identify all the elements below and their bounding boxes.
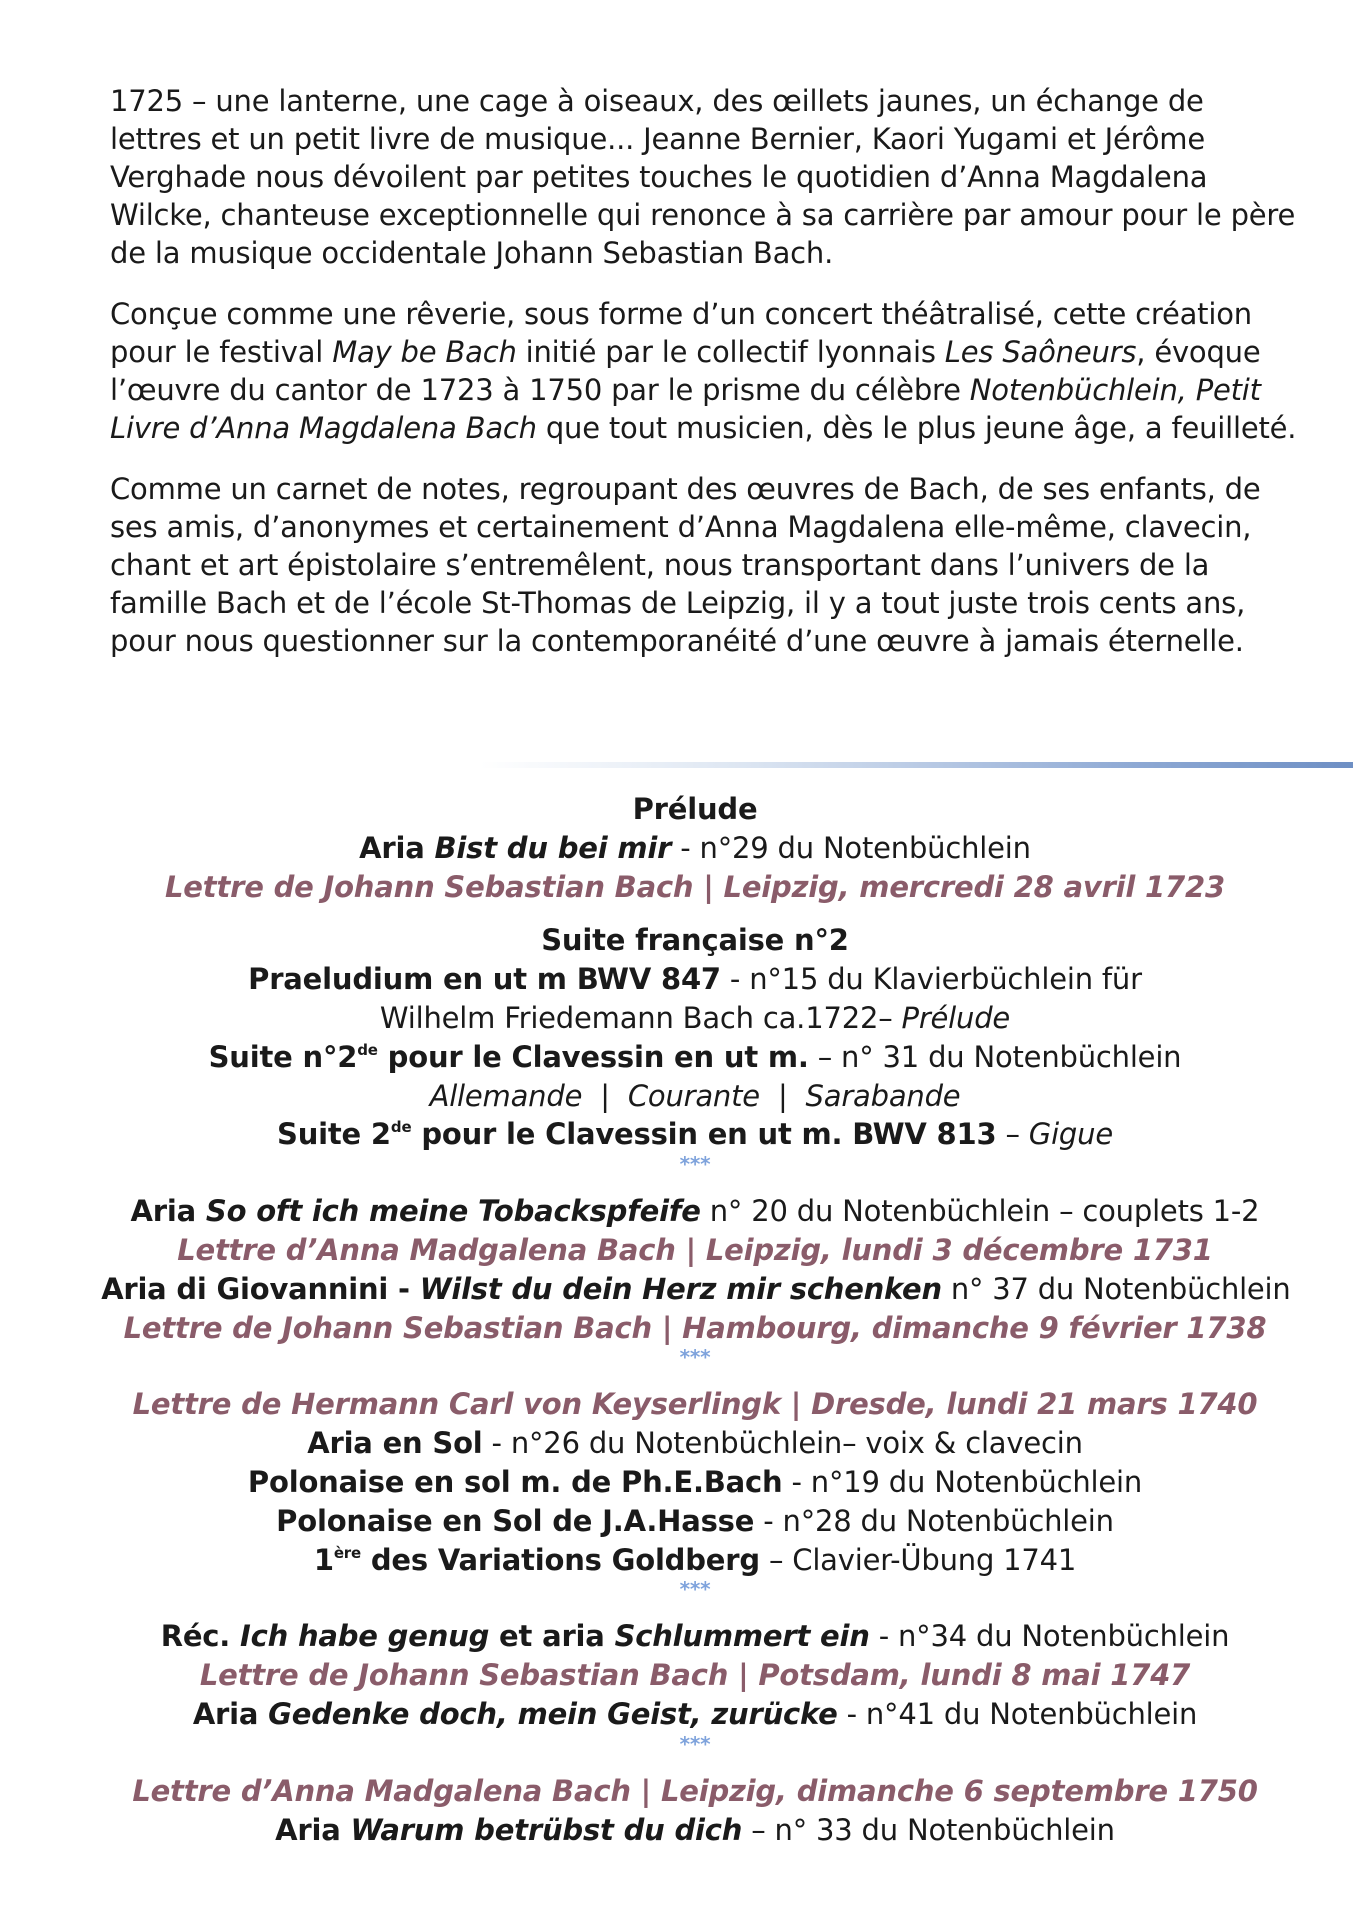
superscript: ère [333,1543,361,1562]
work-title: Gedenke doch, mein Geist, zurücke [268,1696,838,1731]
program-line [100,1192,1290,1231]
work-title-rest: pour le Clavessin en ut m. [377,1039,809,1074]
work-source: – n° 33 du Notenbüchlein [742,1812,1115,1847]
work-title: Aria en Sol [307,1426,483,1461]
intro-paragraph-1 [110,82,1300,272]
work-label: Aria [130,1194,206,1229]
program-line [100,1617,1290,1656]
work-connector: et aria [489,1619,615,1654]
work-title: Praeludium en ut m BWV 847 [248,962,721,997]
work-source: - n°19 du Notenbüchlein [782,1464,1143,1499]
collective-name: Les Saôneurs [944,335,1137,369]
work-source: - n°28 du Notenbüchlein [754,1503,1114,1538]
work-title: Suite 2 [277,1117,391,1152]
work-source: n° 20 du Notenbüchlein – couplets 1-2 [700,1194,1260,1229]
work-title: Suite n°2 [208,1039,358,1074]
program-line [100,1502,1290,1541]
suite-title: Suite française n°2 [541,923,849,958]
work-title: Bist du bei mir [434,830,672,865]
work-title: Warum betrübst du dich [350,1812,743,1847]
prelude-title: Prélude [632,792,758,826]
program-heading-prelude [100,790,1290,829]
festival-name: May be Bach [332,335,517,369]
program-line [100,1811,1290,1850]
work-label: Aria [359,830,435,865]
movement-name: Gigue [1028,1117,1113,1152]
work-source: - n°15 du Klavierbüchlein für [720,962,1142,997]
work-title: Ich habe genug [240,1619,490,1654]
work-label: Réc. [160,1619,241,1654]
work-source: - n°26 du Notenbüchlein– voix & clavecin [482,1426,1083,1461]
superscript: de [357,1040,378,1059]
work-source: – Clavier-Übung 1741 [759,1542,1077,1577]
intro-p2-text-e: , évoque l’œuvre du cantor de 1723 à 1750 par le prisme du célèbre [110,335,1261,407]
work-title: Wilst du dein Herz mir schenken [419,1271,942,1306]
program-letter: Lettre de Hermann Carl von Keyserlingk | Dresde, lundi 21 mars 1740 [132,1387,1258,1422]
intro-paragraph-3 [110,470,1300,660]
section-separator: *** [679,1577,711,1602]
program-letter: Lettre d’Anna Madgalena Bach | Leipzig, dimanche 6 septembre 1750 [132,1773,1258,1808]
intro-p2-text-g: que tout musicien, dès le plus jeune âge, a feuilleté. [536,411,1297,445]
movement-names: Allemande | Courante | Sarabande [429,1078,961,1113]
book-title: Notenbüchlein, Petit Livre d’Anna Magdalena Bach [110,373,1261,445]
program-list [100,790,1290,1849]
program-line [100,1424,1290,1463]
intro-p2-text-a: Conçue comme une rêverie, sous forme d’un concert théâtralisé, cette création pour le festival [110,297,1252,369]
work-source: - n°41 du Notenbüchlein [837,1696,1198,1731]
work-source: n° 37 du Notenbüchlein [941,1271,1291,1306]
program-line [100,1695,1290,1734]
work-title: Schlummert ein [614,1619,870,1654]
intro-paragraph-3-text: Comme un carnet de notes, regroupant des œuvres de Bach, de ses enfants, de ses amis, d’anonymes et certainement d’Anna Magdalena elle-même, clavecin, chant et art épistolaire s’entremêlent, nous transportant dans l’univers de la famille Bach et de l’école St-Thomas de Leipzig, il y a tout juste trois cents ans, pour nous questionner sur la contemporanéité d’une œuvre à jamais éternelle. [110,472,1261,658]
program-heading-suite [100,921,1290,960]
dash: – [996,1117,1029,1152]
program-line [100,829,1290,868]
work-title-rest: pour le Clavessin en ut m. BWV 813 [411,1117,997,1152]
program-line [100,1541,1290,1580]
intro-paragraph-2 [110,295,1300,447]
work-title-rest: des Variations Goldberg [360,1542,760,1577]
work-source: – n° 31 du Notenbüchlein [808,1039,1182,1074]
program-line [100,999,1290,1038]
intro-paragraph-1-text: 1725 – une lanterne, une cage à oiseaux, des œillets jaunes, un échange de lettres et un petit livre de musique... Jeanne Bernier, Kaori Yugami et Jérôme Verghade nous dévoilent par petites touches le quotidien d’Anna Magdalena Wilcke, chanteuse exceptionnelle qui renonce à sa carrière par amour pour le père de la musique occidentale Johann Sebastian Bach. [110,84,1296,270]
intro-p2-text-c: initié par le collectif lyonnais [516,335,945,369]
program-letter: Lettre d’Anna Madgalena Bach | Leipzig, lundi 3 décembre 1731 [177,1232,1213,1267]
work-source: - n°34 du Notenbüchlein [869,1619,1230,1654]
work-label: Aria di Giovannini - [101,1271,420,1306]
program-line [101,1270,1289,1309]
program-letter: Lettre de Johann Sebastian Bach | Leipzig, mercredi 28 avril 1723 [165,869,1225,904]
program-letter: Lettre de Johann Sebastian Bach | Hambourg, dimanche 9 février 1738 [123,1310,1267,1345]
work-source: Wilhelm Friedemann Bach ca.1722– [379,1000,902,1035]
program-line [100,1463,1290,1502]
work-title: Polonaise en Sol de J.A.Hasse [276,1503,755,1538]
work-source: - n°29 du Notenbüchlein [671,830,1031,865]
program-line [100,1077,1290,1116]
program-line [100,1038,1290,1077]
intro-text [110,82,1300,683]
section-separator: *** [679,1152,711,1177]
program-line [100,960,1290,999]
work-label: Aria [192,1696,269,1731]
program-letter: Lettre de Johann Sebastian Bach | Potsdam, lundi 8 mai 1747 [199,1658,1191,1693]
superscript: de [390,1118,412,1137]
work-title: So oft ich meine Tobackspfeife [205,1194,701,1229]
work-title: 1 [313,1542,334,1577]
program-line [100,1115,1290,1154]
section-divider [480,762,1353,768]
work-title: Polonaise en sol m. de Ph.E.Bach [247,1464,783,1499]
work-label: Aria [275,1812,351,1847]
movement-name: Prélude [901,1000,1011,1035]
section-separator: *** [679,1345,711,1370]
section-separator: *** [679,1731,711,1756]
